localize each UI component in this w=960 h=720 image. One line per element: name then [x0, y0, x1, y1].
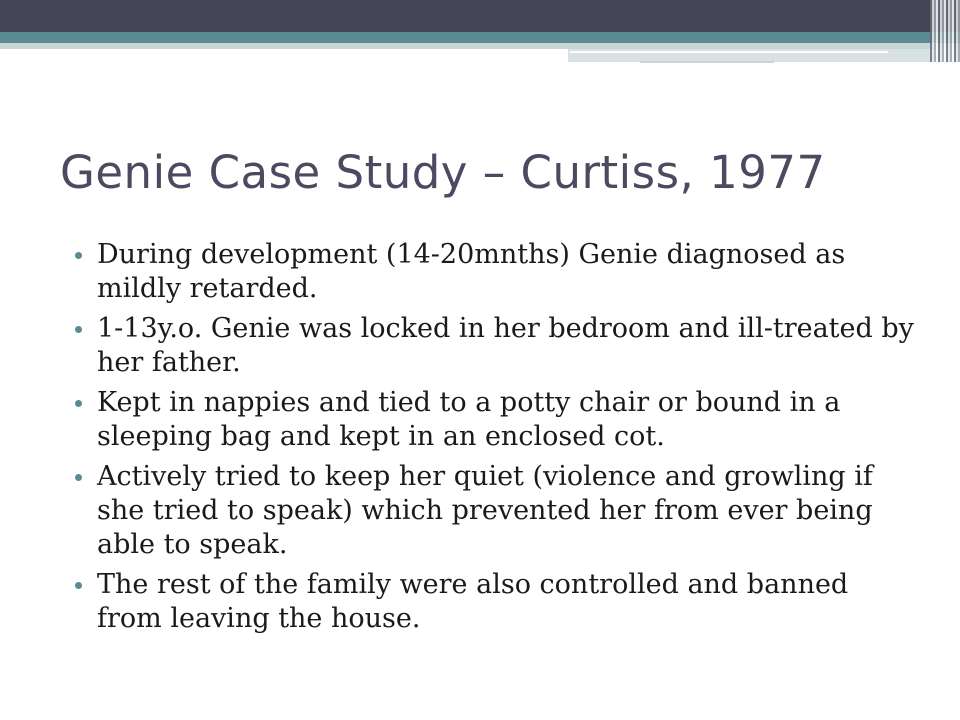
header-accent-line-lower [640, 61, 774, 63]
header-teal-band [0, 32, 960, 43]
bullet-text: Kept in nappies and tied to a potty chair or bound in a sleeping bag and kept in an enclosed cot. [97, 387, 841, 452]
slide-title: Genie Case Study – Curtiss, 1977 [60, 146, 826, 199]
header-dark-bar [0, 0, 960, 32]
bullet-text: 1-13y.o. Genie was locked in her bedroom and ill-treated by her father. [97, 313, 914, 378]
bullet-dot-icon [75, 582, 82, 589]
bullet-text: The rest of the family were also controlled and banned from leaving the house. [97, 569, 849, 634]
bullet-dot-icon [75, 326, 82, 333]
bullet-item [75, 238, 915, 306]
bullet-text: During development (14-20mnths) Genie diagnosed as mildly retarded. [97, 239, 846, 304]
bullet-item [75, 312, 915, 380]
bullet-item [75, 460, 915, 562]
bullet-item [75, 568, 915, 636]
bullet-list [75, 238, 915, 642]
bullet-dot-icon [75, 252, 82, 259]
bullet-text: Actively tried to keep her quiet (violence and growling if she tried to speak) which prevented her from ever being able to speak. [97, 461, 873, 560]
bullet-dot-icon [75, 400, 82, 407]
header-accent-line [570, 51, 888, 53]
header-stripes [930, 0, 960, 62]
bullet-dot-icon [75, 474, 82, 481]
bullet-item [75, 386, 915, 454]
